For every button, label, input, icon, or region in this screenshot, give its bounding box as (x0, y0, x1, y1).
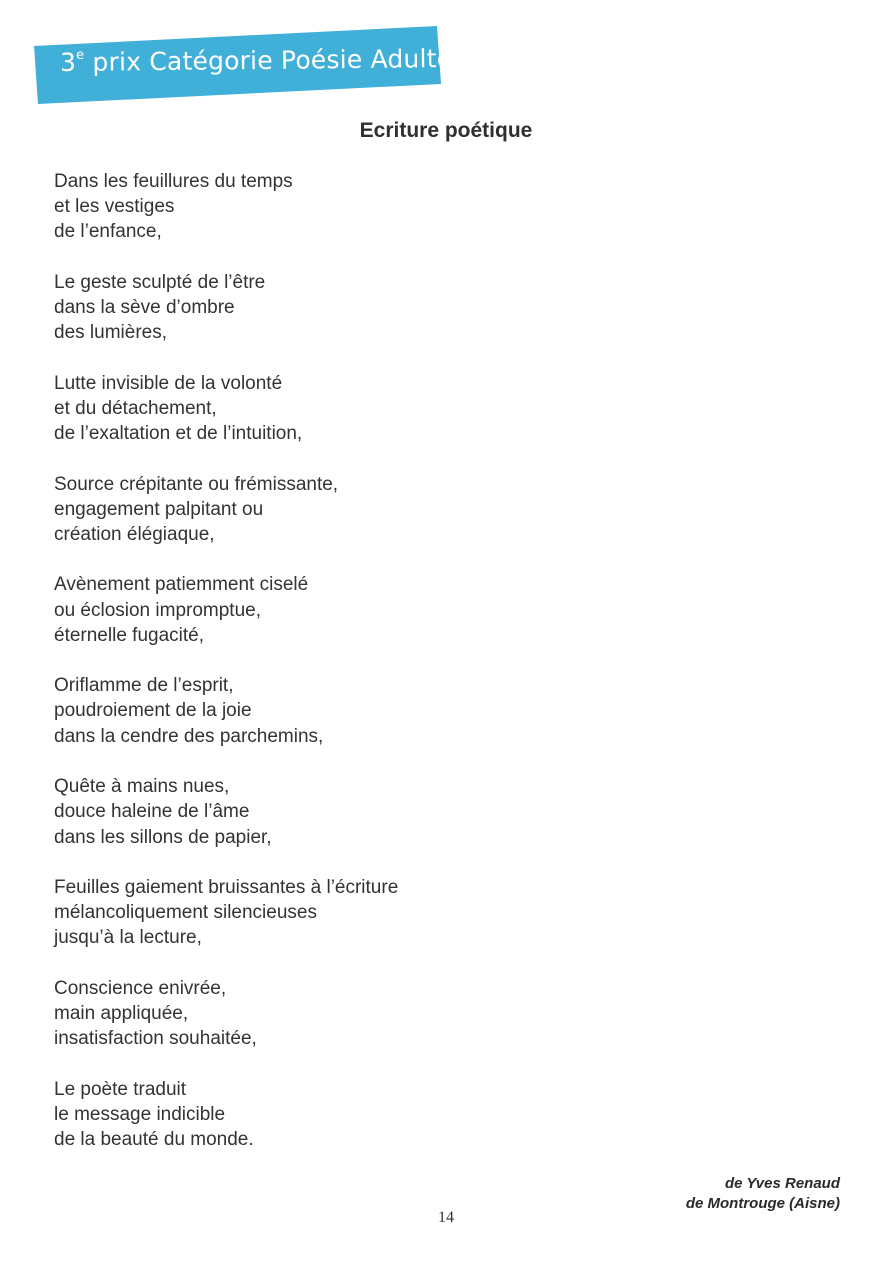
poem-line: Oriflamme de l’esprit, (54, 675, 234, 697)
poem-line: Lutte invisible de la volonté (54, 372, 283, 394)
category-banner (34, 26, 453, 104)
poem-line: insatisfaction souhaitée, (54, 1028, 257, 1050)
poem-line: et les vestiges (54, 196, 175, 218)
poem-line: Le poète traduit (54, 1078, 187, 1100)
poem-line: Conscience enivrée, (54, 977, 227, 999)
poem-stanza (54, 572, 754, 648)
page-number: 14 (438, 1209, 454, 1226)
poem-body (54, 169, 754, 1178)
poem-line: poudroiement de la joie (54, 700, 252, 722)
poem-stanza (54, 976, 754, 1052)
poem-line: de l’enfance, (54, 221, 162, 243)
poem-stanza (54, 875, 754, 951)
poem-line: dans la cendre des parchemins, (54, 725, 324, 747)
banner-prize-superscript: e (75, 47, 85, 63)
poem-stanza (54, 270, 754, 346)
signature-location: de Montrouge (Aisne) (685, 1195, 840, 1212)
poem-title: Ecriture poétique (359, 119, 533, 142)
poem-line: jusqu’à la lecture, (54, 927, 202, 949)
poem-line: Quête à mains nues, (54, 776, 230, 798)
poem-stanza (54, 774, 754, 850)
poem-line: Feuilles gaiement bruissantes à l’écriture (54, 877, 399, 899)
banner-category-text: prix Catégorie Poésie Adulte (84, 43, 453, 77)
banner-prize-number: 3 (59, 47, 77, 78)
poem-stanza (54, 1077, 754, 1153)
poem-stanza (54, 169, 754, 245)
banner-label (60, 44, 453, 77)
poem-stanza (54, 472, 754, 548)
poem-line: ou éclosion impromptue, (54, 599, 261, 621)
signature-author: de Yves Renaud (724, 1175, 840, 1192)
poem-line: et du détachement, (54, 397, 217, 419)
poem-stanza (54, 371, 754, 447)
poem-line: engagement palpitant ou (54, 498, 264, 520)
poem-line: dans les sillons de papier, (54, 826, 272, 848)
poem-line: dans la sève d’ombre (54, 297, 235, 319)
poem-line: Source crépitante ou frémissante, (54, 473, 339, 495)
poem-line: Avènement patiemment ciselé (54, 574, 309, 596)
poem-line: mélancoliquement silencieuses (54, 902, 317, 924)
poem-line: Le geste sculpté de l’être (54, 271, 266, 293)
poem-line: des lumières, (54, 322, 167, 344)
poem-line: main appliquée, (54, 1003, 189, 1025)
poem-line: Dans les feuillures du temps (54, 171, 293, 192)
poem-line: le message indicible (54, 1103, 226, 1125)
poem-line: de la beauté du monde. (54, 1129, 254, 1151)
poem-line: éternelle fugacité, (54, 624, 204, 646)
poem-line: création élégiaque, (54, 523, 215, 545)
poem-line: de l’exaltation et de l’intuition, (54, 423, 303, 445)
poem-stanza (54, 673, 754, 749)
signature (686, 1174, 840, 1214)
poem-line: douce haleine de l’âme (54, 801, 250, 823)
